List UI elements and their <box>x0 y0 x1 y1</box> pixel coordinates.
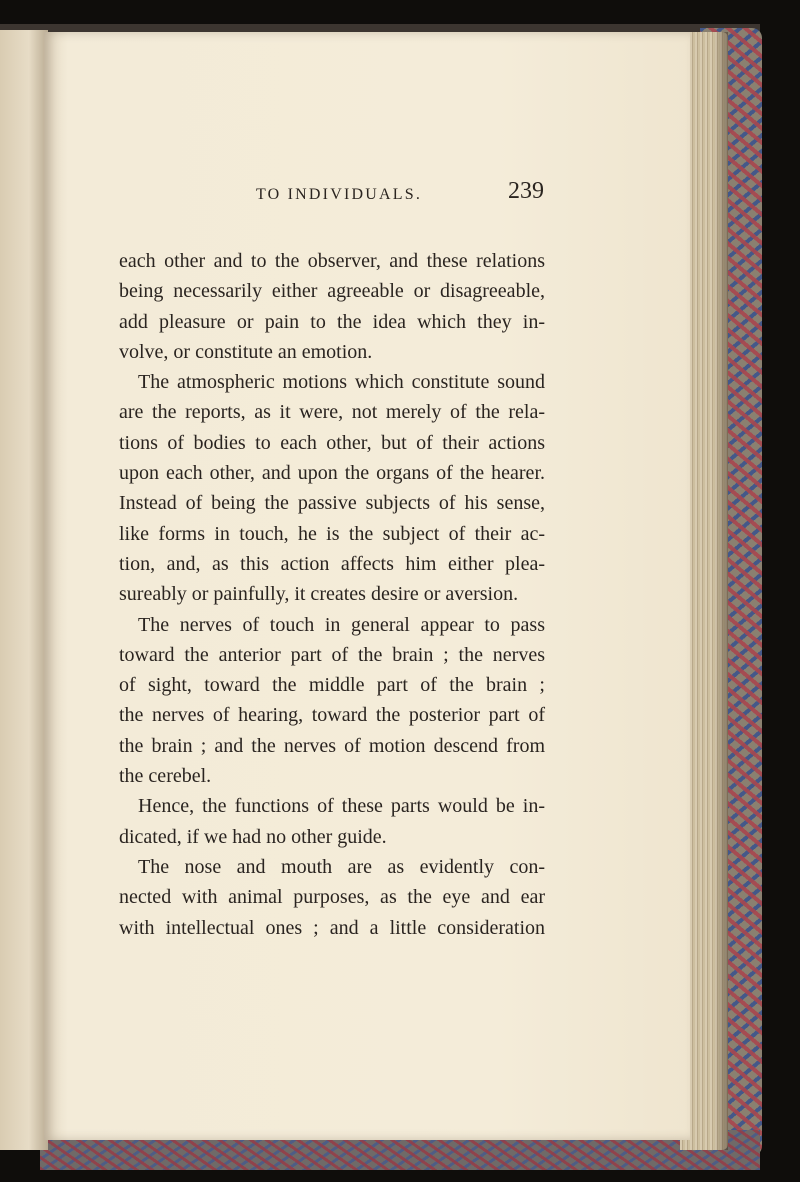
running-head <box>44 178 690 222</box>
text-line: toward the anterior part of the brain ; the nerves <box>119 643 545 666</box>
text-line: of sight, toward the middle part of the brain ; <box>119 674 545 697</box>
facing-page-edge <box>0 30 48 1150</box>
text-line: being necessarily either agreeable or disagreeable, <box>119 280 545 303</box>
running-head-title: TO INDIVIDUALS. <box>256 186 423 203</box>
text-line: upon each other, and upon the organs of the hearer. <box>119 462 545 485</box>
text-line: are the reports, as it were, not merely of the rela- <box>119 401 545 424</box>
text-line: volve, or constitute an emotion. <box>119 340 373 363</box>
text-line: tion, and, as this action affects him either plea- <box>119 552 545 575</box>
text-line: nected with animal purposes, as the eye and ear <box>119 886 545 909</box>
text-line: dicated, if we had no other guide. <box>119 825 387 848</box>
text-line: add pleasure or pain to the idea which they in- <box>119 310 545 333</box>
text-line: The atmospheric motions which constitute sound <box>138 371 545 394</box>
text-line: like forms in touch, he is the subject of their ac- <box>119 522 545 545</box>
text-line: with intellectual ones ; and a little consideration <box>119 916 545 939</box>
text-line: the cerebel. <box>119 765 212 788</box>
text-line: The nose and mouth are as evidently con- <box>138 855 545 878</box>
text-line: sureably or painfully, it creates desire or aversion. <box>119 583 519 606</box>
text-line: the brain ; and the nerves of motion descend from <box>119 734 545 757</box>
text-line: each other and to the observer, and these relations <box>119 250 545 272</box>
text-line: tions of bodies to each other, but of their actions <box>119 431 545 454</box>
text-line: Hence, the functions of these parts would be in- <box>138 795 545 818</box>
page-number: 239 <box>508 178 544 204</box>
text-line: The nerves of touch in general appear to pass <box>138 613 545 636</box>
text-line: Instead of being the passive subjects of his sense, <box>119 492 545 515</box>
book-page <box>44 32 690 1140</box>
text-line: the nerves of hearing, toward the posterior part of <box>119 704 545 727</box>
body-text <box>119 246 545 943</box>
